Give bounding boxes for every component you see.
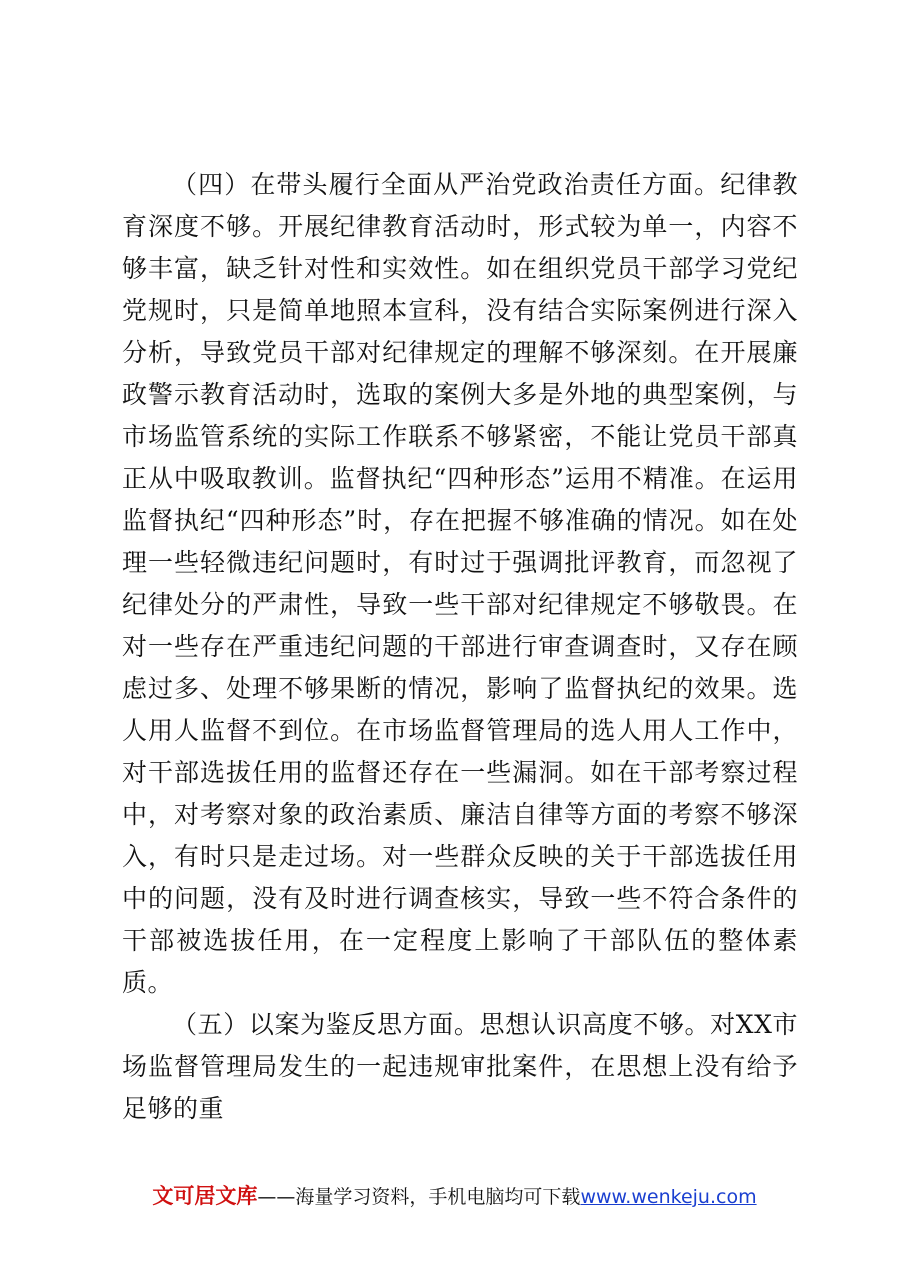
document-body: [122, 164, 798, 1130]
footer-tagline: ——海量学习资料，手机电脑均可下载: [257, 1186, 581, 1208]
footer-banner: [0, 1180, 909, 1210]
footer-url-link[interactable]: www.wenkeju.com: [580, 1186, 757, 1208]
paragraph-section-5: （五）以案为鉴反思方面。思想认识高度不够。对XX市场监督管理局发生的一起违规审批案件，在思想上没有给予足够的重: [122, 1010, 798, 1123]
paragraph-section-4: （四）在带头履行全面从严治党政治责任方面。纪律教育深度不够。开展纪律教育活动时，形式较为单一，内容不够丰富，缺乏针对性和实效性。如在组织党员干部学习党纪党规时，只是简单地照本宣科，没有结合实际案例进行深入分析，导致党员干部对纪律规定的理解不够深刻。在开展廉政警示教育活动时，选取的案例大多是外地的典型案例，与市场监管系统的实际工作联系不够紧密，不能让党员干部真正从中吸取教训。监督执纪“四种形态”运用不精准。在运用监督执纪“四种形态”时，存在把握不够准确的情况。如在处理一些轻微违纪问题时，有时过于强调批评教育，而忽视了纪律处分的严肃性，导致一些干部对纪律规定不够敬畏。在对一些存在严重违纪问题的干部进行审查调查时，又存在顾虑过多、处理不够果断的情况，影响了监督执纪的效果。选人用人监督不到位。在市场监督管理局的选人用人工作中，对干部选拔任用的监督还存在一些漏洞。如在干部考察过程中，对考察对象的政治素质、廉洁自律等方面的考察不够深入，有时只是走过场。对一些群众反映的关于干部选拔任用中的问题，没有及时进行调查核实，导致一些不符合条件的干部被选拔任用，在一定程度上影响了干部队伍的整体素质。: [122, 170, 798, 997]
footer-brand: 文可居文库: [152, 1184, 258, 1208]
